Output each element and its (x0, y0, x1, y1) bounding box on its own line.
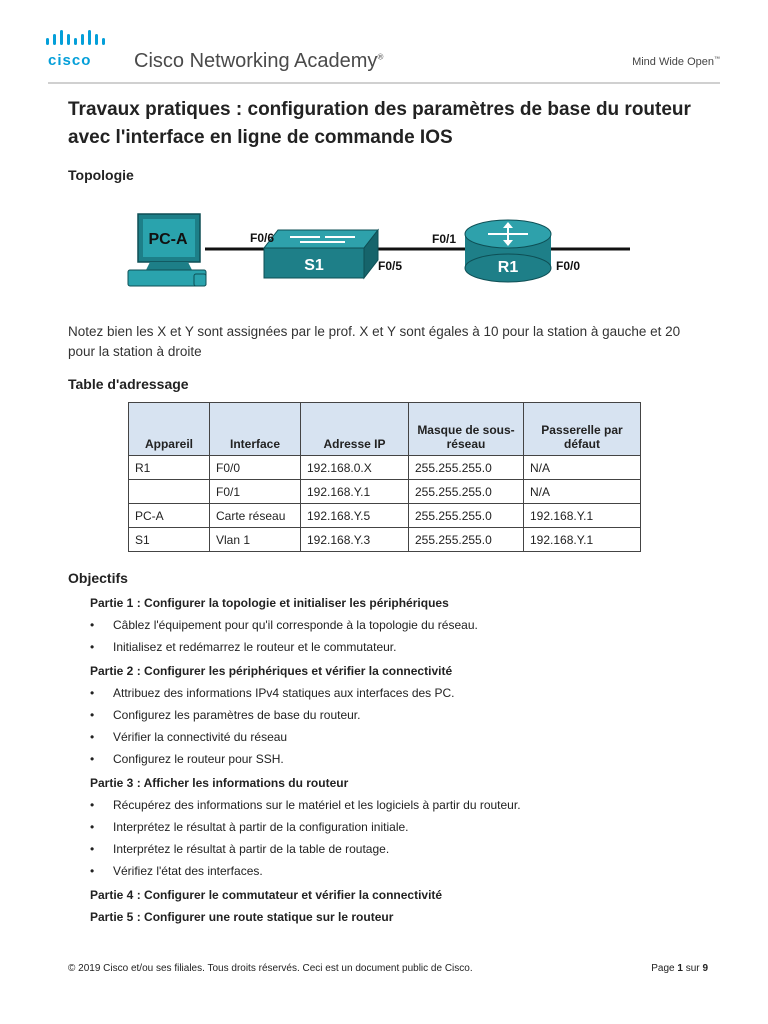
list-item (90, 682, 710, 704)
table-row (129, 456, 641, 480)
bullet-icon: • (90, 820, 95, 834)
list-item-text: Configurez le routeur pour SSH. (113, 752, 284, 766)
table-cell: PC-A (129, 504, 210, 528)
bullet-icon: • (90, 640, 95, 654)
list-item-text: Configurez les paramètres de base du routeur. (113, 708, 361, 722)
table-row (129, 480, 641, 504)
table-cell: 192.168.Y.5 (301, 504, 409, 528)
bullet-icon: • (90, 730, 95, 744)
bullet-icon: • (90, 686, 95, 700)
page-number: Page 1 sur 9 (651, 963, 708, 974)
bullet-icon: • (90, 752, 95, 766)
topology-heading: Topologie (68, 167, 134, 183)
bullet-icon: • (90, 618, 95, 632)
objectives-list (90, 592, 710, 928)
page-header (0, 0, 768, 90)
list-item (90, 614, 710, 636)
table-cell: 192.168.Y.3 (301, 528, 409, 552)
list-item (90, 636, 710, 658)
table-cell: 192.168.Y.1 (524, 528, 641, 552)
table-cell: F0/1 (210, 480, 301, 504)
tagline: Mind Wide Open™ (632, 56, 720, 68)
list-item-text: Récupérez des informations sur le matériel et les logiciels à partir du routeur. (113, 798, 521, 812)
part-title: Partie 1 : Configurer la topologie et initialiser les périphériques (90, 596, 449, 610)
pc-label: PC-A (148, 231, 188, 248)
academy-title: Cisco Networking Academy® (134, 50, 384, 72)
list-item (90, 816, 710, 838)
list-item (90, 838, 710, 860)
table-cell: N/A (524, 480, 641, 504)
table-cell: S1 (129, 528, 210, 552)
table-cell: 255.255.255.0 (409, 456, 524, 480)
table-cell: 192.168.Y.1 (524, 504, 641, 528)
header-divider (48, 82, 720, 84)
port-label-f01: F0/1 (432, 232, 457, 246)
table-cell: R1 (129, 456, 210, 480)
list-item-text: Initialisez et redémarrez le routeur et le commutateur. (113, 640, 397, 654)
addressing-table (128, 402, 641, 552)
part-title: Partie 4 : Configurer le commutateur et vérifier la connectivité (90, 888, 443, 902)
list-item-text: Câblez l'équipement pour qu'il corresponde à la topologie du réseau. (113, 618, 478, 632)
list-item (90, 704, 710, 726)
topology-diagram (120, 208, 640, 298)
port-label-f05: F0/5 (378, 259, 403, 273)
table-cell: 192.168.0.X (301, 456, 409, 480)
bullet-icon: • (90, 708, 95, 722)
column-header: Adresse IP (301, 403, 409, 456)
objectives-heading: Objectifs (68, 570, 128, 586)
table-cell: Carte réseau (210, 504, 301, 528)
table-cell: Vlan 1 (210, 528, 301, 552)
table-row (129, 504, 641, 528)
list-item (90, 860, 710, 882)
part-title: Partie 3 : Afficher les informations du routeur (90, 776, 349, 790)
list-item (90, 726, 710, 748)
list-item-text: Vérifier la connectivité du réseau (113, 730, 288, 744)
table-cell: N/A (524, 456, 641, 480)
cisco-wordmark: cisco (48, 52, 92, 69)
table-cell (129, 480, 210, 504)
bullet-icon: • (90, 864, 95, 878)
table-cell: 192.168.Y.1 (301, 480, 409, 504)
bullet-icon: • (90, 842, 95, 856)
port-label-f00: F0/0 (556, 259, 581, 273)
port-label-f06: F0/6 (250, 231, 275, 245)
pc-icon (128, 214, 206, 286)
assignment-note: Notez bien les X et Y sont assignées par le prof. X et Y sont égales à 10 pour la station à gauche et 20 pour la station à droite (68, 324, 681, 359)
table-cell: F0/0 (210, 456, 301, 480)
column-header: Interface (210, 403, 301, 456)
switch-label: S1 (304, 257, 324, 274)
list-item-text: Attribuez des informations IPv4 statiques aux interfaces des PC. (113, 686, 455, 700)
page-footer (68, 963, 708, 974)
table-cell: 255.255.255.0 (409, 528, 524, 552)
part-title: Partie 2 : Configurer les périphériques et vérifier la connectivité (90, 664, 453, 678)
page-title: Travaux pratiques : configuration des paramètres de base du routeur avec l'interface en ligne de commande IOS (68, 99, 691, 148)
table-cell: 255.255.255.0 (409, 504, 524, 528)
part-title: Partie 5 : Configurer une route statique sur le routeur (90, 910, 394, 924)
list-item-text: Interprétez le résultat à partir de la configuration initiale. (113, 820, 409, 834)
router-label: R1 (497, 259, 519, 276)
list-item (90, 748, 710, 770)
table-row (129, 528, 641, 552)
column-header: Appareil (129, 403, 210, 456)
table-cell: 255.255.255.0 (409, 480, 524, 504)
list-item (90, 794, 710, 816)
bullet-icon: • (90, 798, 95, 812)
copyright-text: © 2019 Cisco et/ou ses filiales. Tous droits réservés. Ceci est un document public de Cisco. (68, 963, 473, 974)
column-header: Masque de sous-réseau (409, 403, 524, 456)
table-header-row (129, 403, 641, 456)
list-item-text: Interprétez le résultat à partir de la table de routage. (113, 842, 390, 856)
list-item-text: Vérifiez l'état des interfaces. (113, 864, 263, 878)
addressing-heading: Table d'adressage (68, 376, 189, 392)
column-header: Passerelle par défaut (524, 403, 641, 456)
